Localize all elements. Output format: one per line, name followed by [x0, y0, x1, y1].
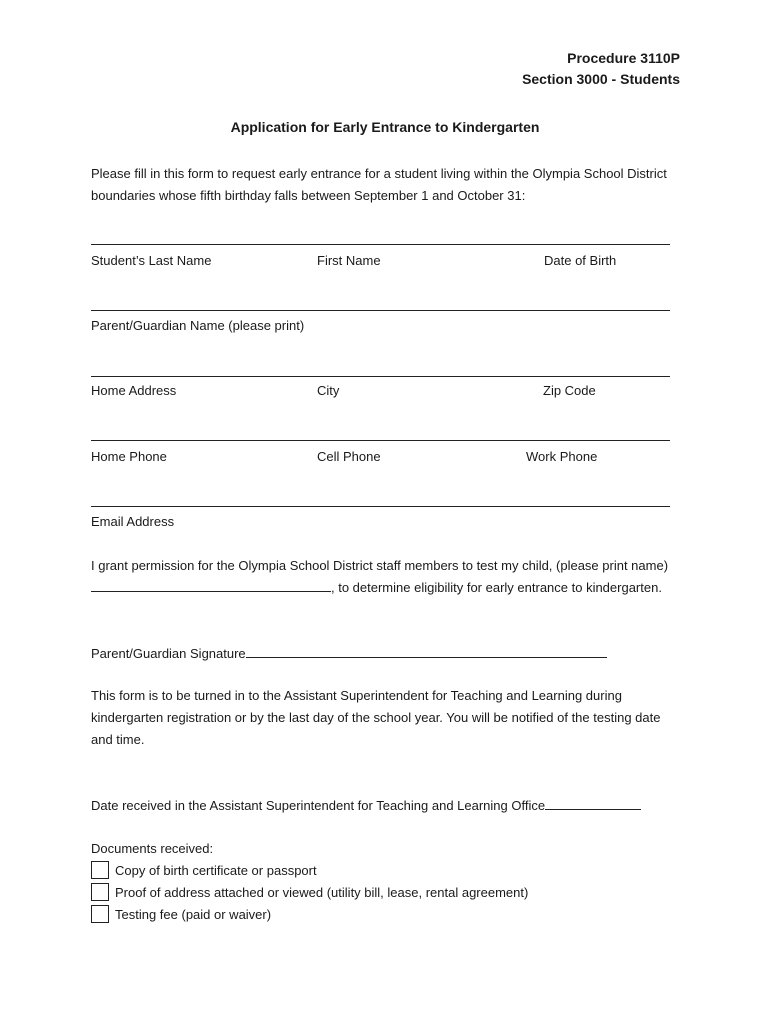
permission-text-end: , to determine eligibility for early entrance to kindergarten. — [331, 580, 662, 595]
address-line[interactable] — [91, 376, 670, 377]
home-phone-label: Home Phone — [91, 449, 167, 464]
date-received-label: Date received in the Assistant Superintendent for Teaching and Learning Office — [91, 798, 546, 813]
date-received-blank[interactable] — [545, 797, 641, 810]
signature-label: Parent/Guardian Signature — [91, 646, 246, 661]
document-item-label: Copy of birth certificate or passport — [115, 862, 317, 878]
testing-fee-checkbox[interactable] — [91, 905, 109, 923]
document-item — [91, 903, 271, 925]
email-address-label: Email Address — [91, 514, 175, 529]
birth-certificate-checkbox[interactable] — [91, 861, 109, 879]
city-label: City — [317, 383, 340, 398]
work-phone-label: Work Phone — [526, 449, 598, 464]
student-last-name-label: Student’s Last Name — [91, 253, 212, 268]
home-address-label: Home Address — [91, 383, 177, 398]
document-item-label: Proof of address attached or viewed (utility bill, lease, rental agreement) — [115, 884, 529, 900]
email-line[interactable] — [91, 506, 670, 507]
intro-paragraph: Please fill in this form to request early entrance for a student living within the Olympia School District boundaries whose fifth birthday falls between September 1 and October 31: — [91, 166, 667, 203]
first-name-label: First Name — [317, 253, 381, 268]
phone-line[interactable] — [91, 440, 670, 441]
signature-blank[interactable] — [246, 645, 607, 658]
student-info-line[interactable] — [91, 244, 670, 245]
cell-phone-label: Cell Phone — [317, 449, 381, 464]
signature-row — [91, 645, 607, 661]
document-item — [91, 881, 528, 903]
section-title: Section 3000 - Students — [522, 71, 680, 87]
procedure-number: Procedure 3110P — [567, 50, 680, 66]
documents-received-label: Documents received: — [91, 841, 214, 856]
parent-guardian-name-label: Parent/Guardian Name (please print) — [91, 318, 305, 333]
proof-of-address-checkbox[interactable] — [91, 883, 109, 901]
zip-code-label: Zip Code — [543, 383, 596, 398]
parent-name-line[interactable] — [91, 310, 670, 311]
date-of-birth-label: Date of Birth — [544, 253, 617, 268]
document-item — [91, 859, 317, 881]
date-received-row — [91, 797, 641, 813]
child-name-blank[interactable] — [91, 579, 331, 592]
submission-notice: This form is to be turned in to the Assistant Superintendent for Teaching and Learning during kindergarten registration or by the last day of the school year. You will be notified of the testing date and time. — [91, 688, 661, 747]
permission-paragraph — [91, 555, 676, 599]
document-item-label: Testing fee (paid or waiver) — [115, 906, 272, 922]
form-title: Application for Early Entrance to Kindergarten — [230, 119, 540, 135]
permission-text-start: I grant permission for the Olympia School District staff members to test my child, (please print name) — [91, 558, 669, 573]
